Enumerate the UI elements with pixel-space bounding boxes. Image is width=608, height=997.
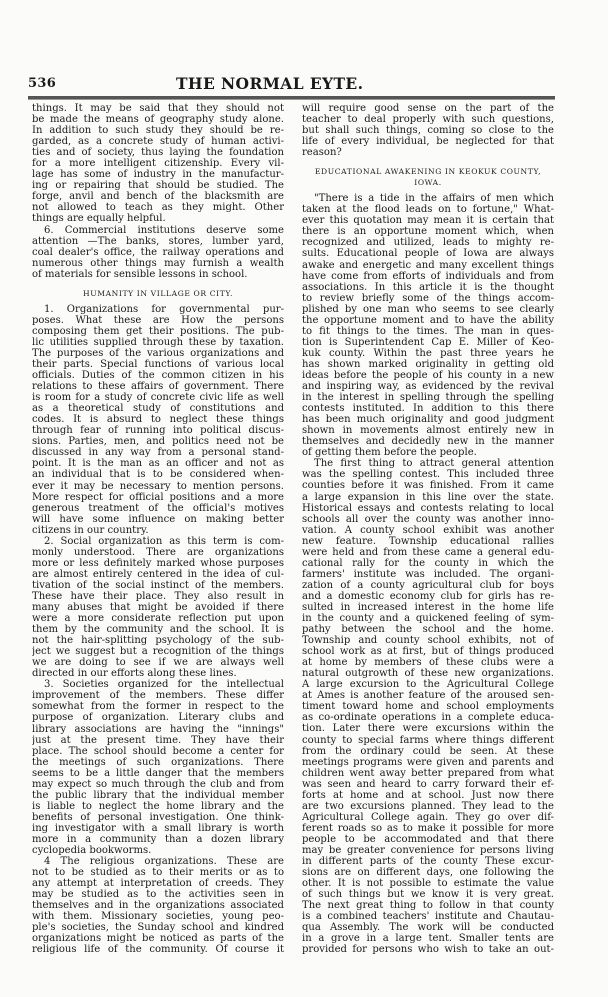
text-line: 6. Commercial institutions deserve some [44,224,284,236]
text-line: pathy between the school and the home. [302,624,554,636]
right-column [302,103,554,955]
text-line: is liable to neglect the home library and the [32,800,284,812]
text-line: place. The school should become a center for [32,745,284,757]
text-line: has been much originality and good judgment [302,414,554,426]
text-line: ideas before the people of his county in a new [302,369,554,381]
text-line: at Ames is another feature of the aroused sen- [302,690,554,702]
text-line: forge, anvil and bench of the blacksmith are [32,191,284,203]
text-line: 1. Organizations for governmental pur- [44,303,284,315]
paragraph [32,304,284,536]
text-line: of materials for sensible lessons in school. [32,268,248,280]
text-line: seems to be a little danger that the members [32,767,284,779]
text-line: 3. Societies organized for the intellectual [44,679,284,691]
text-line: benefits of personal investigation. One think- [32,811,284,823]
text-line: ing or repairing that should be studied. The [32,180,284,192]
text-line: associations. In this article it is the thought [302,281,554,293]
text-line: reason? [302,147,342,159]
text-line: improvement of the members. These differ [32,690,284,702]
text-line: directed in our efforts along these lines. [32,668,237,680]
text-line: are almost entirely centered in the idea of cul- [32,568,284,580]
text-line: cational rally for the county in which the [302,557,554,569]
text-line: lic utilities supplied through these by taxation. [32,336,284,348]
text-line: sions are on different days, one following the [302,867,554,879]
text-line: we are doing to see if we are always well [32,657,284,669]
text-line: schools all over the county was another inno- [302,513,554,525]
text-line: kuk county. Within the past three years he [302,347,554,359]
text-line: recognized and utilized, leads to mighty re- [302,237,554,249]
text-line: will have some influence on making better [32,513,284,525]
text-line: counties before it was finished. From it came [302,480,554,492]
text-line: sulted in increased interest in the home life [302,601,554,613]
text-line: themselves and decidedly new in the manner [302,436,554,448]
text-line: school work as at first, but of things produced [302,646,554,658]
text-line: The first thing to attract general attention [314,458,554,470]
text-line: Agricultural College again. They go over dif- [302,811,554,823]
text-line: is a combined teachers' institute and Chautau- [302,911,554,923]
text-line: was the spelling contest. This included three [302,469,554,481]
text-line: has shown marked originality in getting old [302,358,554,370]
text-line: garded, as a concrete study of human activi- [32,136,284,148]
left-column [32,103,284,956]
text-line: forts at home and at school. Just now there [302,789,554,801]
text-line: religious life of the community. Of course it [32,944,284,956]
text-line: things are equally helpful. [32,213,166,225]
text-line: any attempt at interpretation of creeds. They [32,878,284,890]
paragraph [32,103,284,225]
text-line: the public library that the individual member [32,789,284,801]
text-line: awake and energetic and many excellent things [302,259,554,271]
text-line: teacher to deal properly with such questions, [302,114,554,126]
text-line: shown in movements almost entirely new in [302,425,554,437]
text-line: in the county and a quickened feeling of sym- [302,613,554,625]
text-line: new feature. Township educational rallies [302,535,554,547]
text-line: somewhat from the former in respect to the [32,701,284,713]
text-line: people to be accommodated and that there [302,833,554,845]
text-line: with them. Missionary societies, young peo- [32,911,284,923]
text-line: more in a community than a dozen library [32,834,284,845]
text-line: lage has some of industry in the manufactur- [32,169,284,181]
text-line: library associations are having the "innings" [32,723,284,735]
text-line: life of every individual, be neglected for that [302,136,554,148]
text-line: In addition to such study they should be re- [32,125,284,137]
text-line: A large excursion to the Agricultural College [302,679,554,691]
text-line: poses. What these are How the persons [32,314,284,326]
text-line: ing investigator with a small library is worth [32,822,284,834]
text-line: but shall such things, coming so close to the [302,125,554,137]
text-line: relations to these affairs of government. There [32,381,284,393]
text-line: composing them get their positions. The pub- [32,325,284,337]
text-line: not to be studied as to their merits or as to [32,867,284,879]
text-line: tivation of the social instinct of the members. [32,579,284,591]
text-line: many abuses that might be avoided if there [32,602,284,614]
text-line: qua Assembly. The work will be conducted [302,922,554,934]
running-title: THE NORMAL EYTE. [176,74,364,93]
text-line: themselves and in the organizations associated [32,900,284,912]
text-line: officials. Duties of the common citizen in his [32,370,284,382]
text-line: may expect so much through the club and from [32,778,284,790]
text-line: sions. Parties, men, and politics need not be [32,436,284,448]
text-line: a large expansion in this line over the state. [302,491,554,503]
text-line: ties and of society, thus laying the foundation [32,147,284,159]
text-line: to fit things to the times. The man in ques- [302,325,554,337]
text-line: "There is a tide in the affairs of men which [314,193,554,205]
text-line: and a domestic economy club for girls has re- [302,590,554,602]
page-number: 536 [28,76,57,91]
text-line: there is an opportune moment which, when [302,226,554,238]
section-heading-continued: IOWA. [414,178,442,188]
text-line: from the ordinary could be seen. At these [302,745,554,757]
text-line: other. It is not possible to estimate the value [302,878,554,890]
text-line: Historical essays and contests relating to local [302,502,554,514]
text-line: is room for a study of concrete civic life as well [32,392,284,404]
text-line: of getting them before the people. [302,447,477,459]
paragraph [32,225,284,280]
text-line: just at the present time. They have their [32,734,284,746]
text-line: ferent roads so as to make it possible for more [302,822,554,834]
text-line: ple's societies, the Sunday school and kindred [32,922,284,934]
text-line: to review briefly some of the things accom- [302,292,554,304]
text-line: natural outgrowth of these new organizations. [302,668,554,680]
paragraph [32,679,284,856]
text-line: for a more intelligent citizenship. Every vil- [32,158,284,170]
paragraph [302,458,554,955]
text-line: The next great thing to follow in that county [302,900,554,912]
text-line: provided for persons who wish to take an out- [302,944,554,956]
text-line: in a grove in a large tent. Smaller tents are [302,933,554,945]
text-line: not allowed to teach as they might. Other [32,202,284,214]
text-line: meetings programs were given and parents and [302,756,554,768]
text-line: citizens in our country. [32,524,149,536]
text-line: point. It is the man as an officer and not as [32,458,284,470]
text-line: the meetings of such organizations. There [32,756,284,768]
section-heading: HUMANITY IN VILLAGE OR CITY. [82,288,234,298]
text-line: ject we suggest but a recognition of the things [32,646,284,658]
text-line: them by the community and the school. It is [32,624,284,636]
text-line: their parts. Special functions of various local [32,358,284,370]
paragraph [32,536,284,680]
text-line: zation of a county agricultural club for boys [302,579,554,591]
text-line: not the hair-splitting psychology of the sub- [32,635,284,647]
text-line: was seen and heard to carry forward their ef- [302,778,554,790]
text-line: and inspiring way, as evidenced by the revival [302,381,554,393]
text-line: sults. Educational people of Iowa are always [302,248,554,260]
text-line: children went away better prepared from what [302,767,554,779]
text-line: purpose of organization. Literary clubs and [32,712,284,724]
text-line: These have their place. They also result in [32,590,284,602]
text-line: be made the means of geography study alone. [32,114,284,126]
text-line: plished by one man who seems to see clearly [302,303,554,315]
text-line: will require good sense on the part of the [302,103,554,114]
text-line: the opportune moment and to have the ability [302,314,554,326]
text-line: as a theoretical study of constitutions and [32,403,284,415]
text-line: in the interest in spelling through the spelling [302,392,554,404]
text-line: things. It may be said that they should not [32,103,284,114]
text-line: 4 The religious organizations. These are [44,856,284,868]
text-line: monly understood. There are organizations [32,546,284,558]
text-line: ever this quotation may mean it is certain that [302,215,554,227]
text-line: The purposes of the various organizations and [32,347,284,359]
text-line: an individual that is to be considered when- [32,469,284,481]
header-rule [28,96,555,100]
text-line: have come from efforts of individuals and from [302,270,554,282]
text-line: more or less definitely marked whose purposes [32,557,284,569]
text-line: may be studied as to the activities seen in [32,889,284,901]
text-line: were a more considerate reflection put upon [32,613,284,625]
text-line: Township and county school exhibits, not of [302,635,554,647]
text-line: codes. It is absurd to neglect these things [32,414,284,426]
text-line: through fear of running into political discus- [32,425,284,437]
text-line: farmers' institute was included. The organi- [302,568,554,580]
text-line: contests instituted. In addition to this there [302,403,554,415]
text-line: vation. A county school exhibit was another [302,524,554,536]
text-line: cyclopedia bookworms. [32,845,152,857]
paragraph [32,856,284,955]
text-line: timent toward home and school employments [302,701,554,713]
text-line: organizations might be noticed as parts of the [32,933,284,945]
text-line: tion is Superintendent Cap E. Miller of Keo- [302,336,554,348]
text-line: county to special farms where things different [302,734,554,746]
text-line: attention —The banks, stores, lumber yard, [32,235,284,247]
text-line: at home by members of these clubs were a [302,657,554,669]
text-line: coal dealer's office, the railway operations and [32,246,284,258]
text-line: ever it may be necessary to mention persons. [32,480,284,492]
text-line: generous treatment of the official's motives [32,502,284,514]
paragraph [302,103,554,158]
text-line: were held and from these came a general edu- [302,546,554,558]
text-line: may be greater convenience for persons living [302,845,554,856]
text-line: numerous other things may furnish a wealth [32,257,284,269]
text-line: as co-ordinate operations in a complete educa- [302,712,554,724]
text-line: tion. Later there were excursions within the [302,723,554,735]
text-line: are two excursions planned. They lead to the [302,800,554,812]
section-heading: EDUCATIONAL AWAKENING IN KEOKUK COUNTY, [314,167,542,177]
text-line: 2. Social organization as this term is com- [44,535,284,547]
text-line: discussed in any way from a personal stand- [32,447,284,459]
text-line: taken at the flood leads on to fortune," What- [302,204,554,216]
text-line: More respect for official positions and a more [32,491,284,503]
text-line: of such things but we know it is very great. [302,889,554,901]
text-line: in different parts of the county These excur- [302,856,554,868]
paragraph [302,193,554,458]
